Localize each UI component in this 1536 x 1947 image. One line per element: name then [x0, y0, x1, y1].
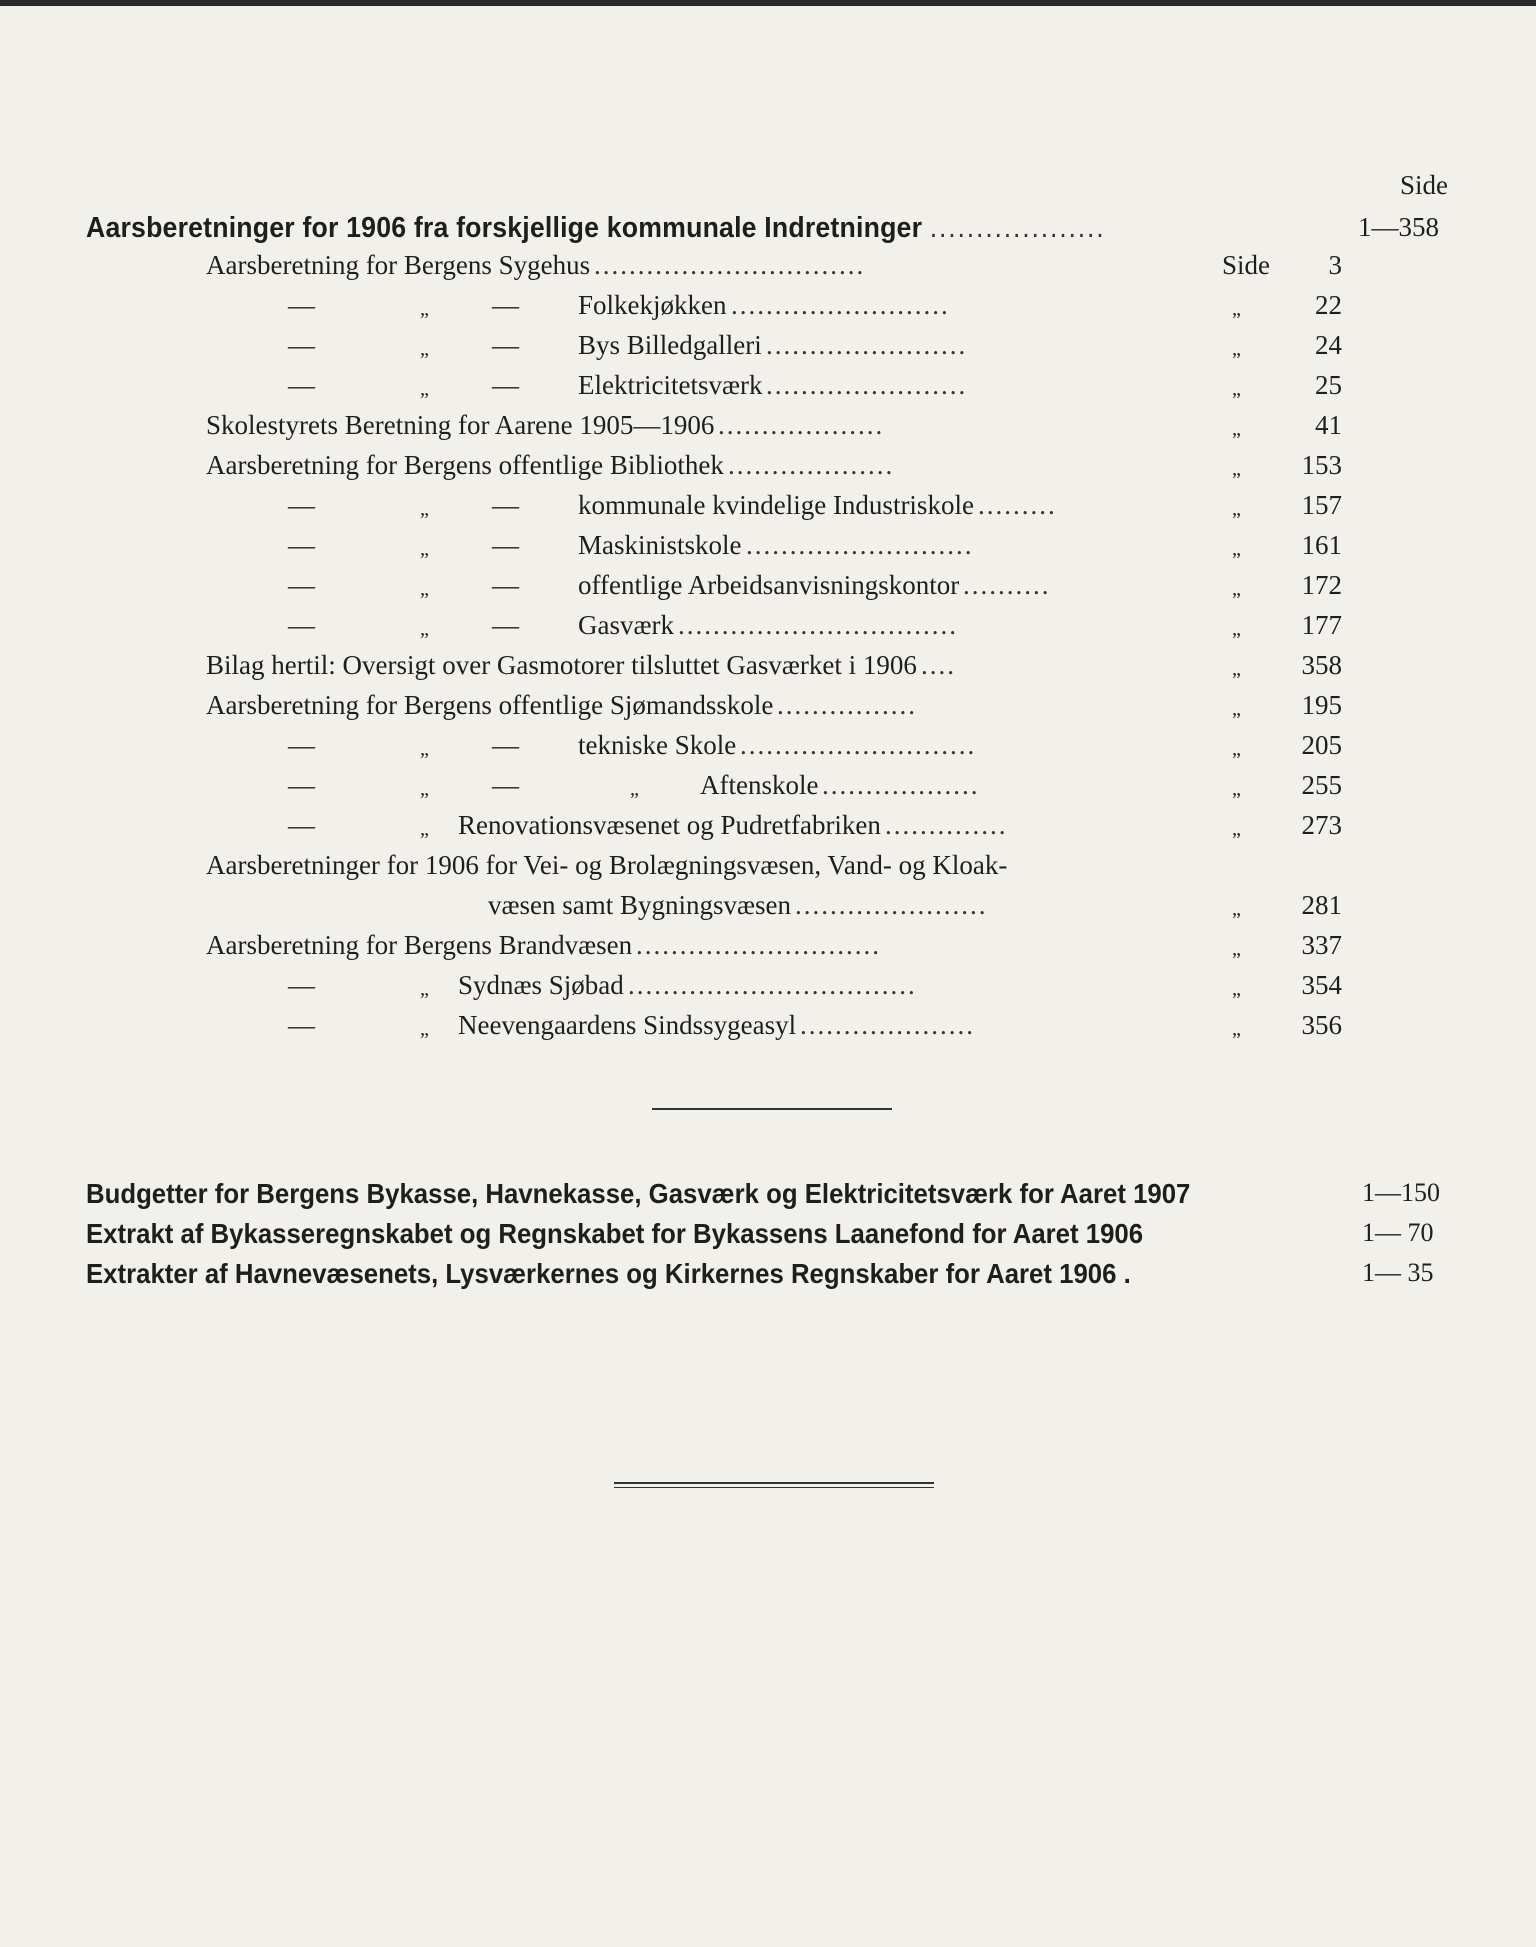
ditto-mark: „: [1232, 898, 1241, 920]
ditto-mark: „: [420, 338, 429, 360]
ditto-mark: „: [420, 618, 429, 640]
page-number: 22: [1315, 290, 1342, 320]
page-number: 354: [1301, 970, 1342, 1000]
ditto-mark: „: [420, 578, 429, 600]
entry-title: Bilag hertil: Oversigt over Gasmotorer tilsluttet Gasværket i 1906: [206, 650, 917, 680]
side-column-header: Side: [1400, 170, 1449, 200]
end-rule-top: [614, 1482, 934, 1484]
toc-entry: [0, 850, 1536, 890]
ditto-mark: „: [1232, 978, 1241, 1000]
page-number: 3: [1328, 250, 1342, 280]
ditto-mark: „: [1232, 298, 1241, 320]
page-number: 24: [1315, 330, 1342, 360]
leader-dots: ................................: [678, 610, 958, 640]
ditto-mark: „: [1232, 938, 1241, 960]
ditto-mark: „: [1232, 658, 1241, 680]
dash-mark: —: [492, 370, 519, 400]
ditto-mark: „: [420, 818, 429, 840]
toc-entry: [0, 450, 1536, 490]
toc-entry: [0, 970, 1536, 1010]
page-number: 172: [1301, 570, 1342, 600]
toc-entry: [0, 490, 1536, 530]
ditto-mark: „: [420, 738, 429, 760]
leader-dots: ............................: [636, 930, 881, 960]
dash-mark: —: [288, 290, 315, 320]
dash-mark: —: [492, 330, 519, 360]
ditto-mark: „: [1232, 418, 1241, 440]
side-label: Side: [1222, 250, 1271, 280]
budget-pages: 1—150: [1362, 1178, 1440, 1207]
entry-title: Sydnæs Sjøbad: [458, 970, 624, 1000]
ditto-mark: „: [420, 778, 429, 800]
budget-pages: 1— 35: [1362, 1258, 1434, 1287]
page-number: 177: [1301, 610, 1342, 640]
entry-title: Folkekjøkken: [578, 290, 727, 320]
budget-title: Budgetter for Bergens Bykasse, Havnekasse, Gasværk og Elektricitetsværk for Aaret 1907: [86, 1178, 1191, 1209]
entry-title: Skolestyrets Beretning for Aarene 1905—1906: [206, 410, 715, 440]
page-number: 337: [1301, 930, 1342, 960]
leader-dots: .........: [978, 490, 1057, 520]
entry-title: tekniske Skole: [578, 730, 737, 760]
entry-title: Aarsberetning for Bergens offentlige Bibliothek: [206, 450, 724, 480]
dash-mark: —: [288, 770, 315, 800]
budget-entry: [86, 1218, 1466, 1258]
toc-entry: [0, 930, 1536, 970]
entry-title: Elektricitetsværk: [578, 370, 763, 400]
page-top-edge: [0, 0, 1536, 6]
ditto-mark: „: [420, 498, 429, 520]
table-of-contents: [0, 250, 1536, 1050]
entry-title: offentlige Arbeidsanvisningskontor: [578, 570, 960, 600]
toc-entry: [0, 690, 1536, 730]
entry-title: kommunale kvindelige Industriskole: [578, 490, 974, 520]
ditto-mark: „: [420, 378, 429, 400]
entry-title: Gasværk: [578, 610, 674, 640]
dash-mark: —: [492, 730, 519, 760]
leader-dots: .......................: [766, 370, 968, 400]
page-number: 153: [1301, 450, 1342, 480]
ditto-mark: „: [1232, 498, 1241, 520]
leader-dots: .......................: [766, 330, 968, 360]
budget-list: [86, 1178, 1466, 1298]
ditto-mark: „: [1232, 818, 1241, 840]
toc-entry: [0, 330, 1536, 370]
leader-dots: .................................: [628, 970, 917, 1000]
toc-entry: [0, 650, 1536, 690]
leader-dots: ..............: [885, 810, 1008, 840]
leader-dots: ...................: [728, 450, 895, 480]
ditto-mark: „: [1232, 738, 1241, 760]
leader-dots: ................: [777, 690, 917, 720]
leader-dots: ...............................: [594, 250, 866, 280]
page-number: 205: [1301, 730, 1342, 760]
toc-entry: [0, 250, 1536, 290]
dash-mark: —: [288, 530, 315, 560]
dash-mark: —: [288, 490, 315, 520]
toc-entry: [0, 610, 1536, 650]
entry-title: Neevengaardens Sindssygeasyl: [458, 1010, 797, 1040]
leader-dots: ...................: [718, 410, 885, 440]
leader-dots: ..................: [822, 770, 980, 800]
toc-entry: [0, 730, 1536, 770]
dash-mark: —: [288, 370, 315, 400]
page-number: 273: [1301, 810, 1342, 840]
ditto-mark: „: [1232, 378, 1241, 400]
dash-mark: —: [288, 610, 315, 640]
page-number: 255: [1301, 770, 1342, 800]
main-heading-pages: 1—358: [1358, 212, 1439, 242]
dash-mark: —: [288, 330, 315, 360]
leader-dots: ....................: [800, 1010, 975, 1040]
page-number: 41: [1315, 410, 1342, 440]
leader-dots: ....: [921, 650, 956, 680]
budget-title: Extrakt af Bykasseregnskabet og Regnskabet for Bykassens Laanefond for Aaret 1906: [86, 1218, 1144, 1249]
page-number: 25: [1315, 370, 1342, 400]
page-number: 356: [1301, 1010, 1342, 1040]
entry-title: Aarsberetning for Bergens offentlige Sjømandsskole: [206, 690, 774, 720]
entry-title: Aarsberetninger for 1906 for Vei- og Brolægningsvæsen, Vand- og Kloak-: [206, 850, 1008, 880]
toc-entry: [0, 570, 1536, 610]
toc-entry: [0, 290, 1536, 330]
dash-mark: —: [288, 1010, 315, 1040]
dash-mark: —: [288, 810, 315, 840]
leader-dots: ......................: [795, 890, 988, 920]
dash-mark: —: [492, 570, 519, 600]
ditto-mark: „: [1232, 538, 1241, 560]
ditto-mark: „: [420, 978, 429, 1000]
toc-entry: [0, 530, 1536, 570]
ditto-mark: „: [1232, 578, 1241, 600]
budget-entry: [86, 1258, 1466, 1298]
dash-mark: —: [492, 490, 519, 520]
budget-title: Extrakter af Havnevæsenets, Lysværkernes og Kirkernes Regnskaber for Aaret 1906 .: [86, 1258, 1131, 1289]
main-heading-dots: ...................: [929, 212, 1106, 244]
ditto-mark: „: [1232, 618, 1241, 640]
toc-entry: [0, 810, 1536, 850]
entry-title: Renovationsvæsenet og Pudretfabriken: [458, 810, 881, 840]
leader-dots: ...........................: [740, 730, 977, 760]
entry-title: Aftenskole: [700, 770, 819, 800]
entry-title: Aarsberetning for Bergens Brandvæsen: [206, 930, 633, 960]
page-number: 358: [1301, 650, 1342, 680]
toc-entry: [0, 890, 1536, 930]
budget-entry: [86, 1178, 1466, 1218]
toc-entry: [0, 1010, 1536, 1050]
dash-mark: —: [492, 610, 519, 640]
page-number: 157: [1301, 490, 1342, 520]
leader-dots: ..........................: [746, 530, 974, 560]
dash-mark: —: [288, 730, 315, 760]
section-divider: [652, 1108, 892, 1110]
ditto-mark: „: [420, 298, 429, 320]
toc-entry: [0, 770, 1536, 810]
ditto-mark: „: [1232, 1018, 1241, 1040]
dash-mark: —: [492, 530, 519, 560]
entry-title: Bys Billedgalleri: [578, 330, 762, 360]
page-number: 195: [1301, 690, 1342, 720]
page-number: 281: [1301, 890, 1342, 920]
main-heading: [86, 212, 1350, 245]
main-heading-text: Aarsberetninger for 1906 fra forskjellige kommunale Indretninger: [86, 212, 923, 244]
ditto-mark: „: [1232, 778, 1241, 800]
toc-entry: [0, 370, 1536, 410]
end-rule-bottom: [614, 1487, 934, 1488]
dash-mark: —: [288, 970, 315, 1000]
leader-dots: ..........: [963, 570, 1051, 600]
page-number: 161: [1301, 530, 1342, 560]
ditto-mark: „: [420, 538, 429, 560]
leader-dots: .........................: [731, 290, 950, 320]
entry-title: væsen samt Bygningsvæsen: [488, 890, 792, 920]
dash-mark: —: [288, 570, 315, 600]
budget-pages: 1— 70: [1362, 1218, 1434, 1247]
dash-mark: —: [492, 290, 519, 320]
ditto-mark: „: [1232, 458, 1241, 480]
toc-entry: [0, 410, 1536, 450]
ditto-mark: „: [630, 778, 639, 800]
ditto-mark: „: [1232, 338, 1241, 360]
dash-mark: —: [492, 770, 519, 800]
ditto-mark: „: [420, 1018, 429, 1040]
entry-title: Aarsberetning for Bergens Sygehus: [206, 250, 591, 280]
entry-title: Maskinistskole: [578, 530, 742, 560]
ditto-mark: „: [1232, 698, 1241, 720]
